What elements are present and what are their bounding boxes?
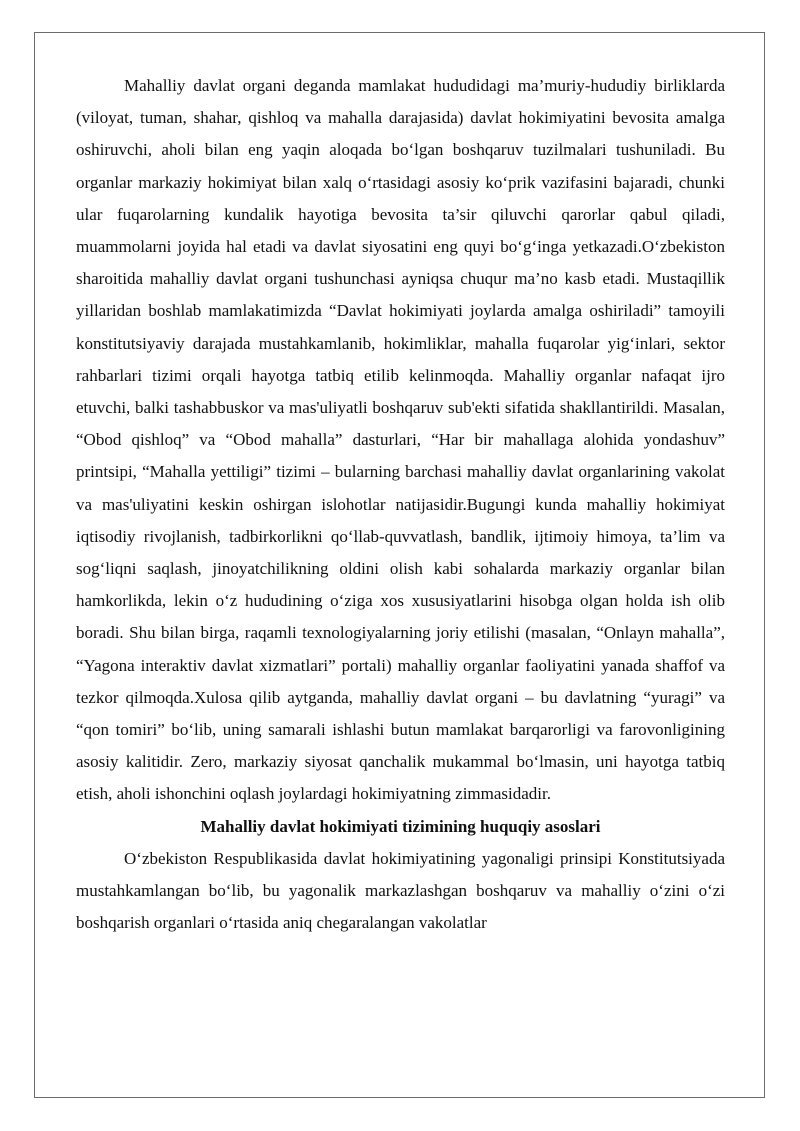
document-body	[76, 70, 725, 939]
body-paragraph-1: Mahalliy davlat organi deganda mamlakat hududidagi ma’muriy-hududiy birliklarda (viloyat, tuman, shahar, qishloq va mahalla darajasida) davlat hokimiyatini bevosita amalga oshiruvchi, aholi bilan eng yaqin aloqada bo‘lgan boshqaruv tuzilmalari tushuniladi. Bu organlar markaziy hokimiyat bilan xalq o‘rtasidagi asosiy ko‘prik vazifasini bajaradi, chunki ular fuqarolarning kundalik hayotiga bevosita ta’sir qiluvchi qarorlar qabul qiladi, muammolarni joyida hal etadi va davlat siyosatini eng quyi bo‘g‘inga yetkazadi.O‘zbekiston sharoitida mahalliy davlat organi tushunchasi ayniqsa chuqur ma’no kasb etadi. Mustaqillik yillaridan boshlab mamlakatimizda “Davlat hokimiyati joylarda amalga oshiriladi” tamoyili konstitutsiyaviy darajada mustahkamlanib, hokimliklar, mahalla fuqarolar yig‘inlari, sektor rahbarlari tizimi orqali hayotga tatbiq etilib kelinmoqda. Mahalliy organlar nafaqat ijro etuvchi, balki tashabbuskor va mas'uliyatli boshqaruv sub'ekti sifatida shakllantirildi. Masalan, “Obod qishloq” va “Obod mahalla” dasturlari, “Har bir mahallaga alohida yondashuv” printsipi, “Mahalla yettiligi” tizimi – bularning barchasi mahalliy davlat organlarining vakolat va mas'uliyatini keskin oshirgan islohotlar natijasidir.Bugungi kunda mahalliy hokimiyat iqtisodiy rivojlanish, tadbirkorlikni qo‘llab-quvvatlash, bandlik, ijtimoiy himoya, ta’lim va sog‘liqni saqlash, jinoyatchilikning oldini olish kabi sohalarda markaziy organlar bilan hamkorlikda, lekin o‘z hududining o‘ziga xos xususiyatlarini hisobga olgan holda ish olib boradi. Shu bilan birga, raqamli texnologiyalarning joriy etilishi (masalan, “Onlayn mahalla”, “Yagona interaktiv davlat xizmatlari” portali) mahalliy organlar faoliyatini yanada shaffof va tezkor qilmoqda.Xulosa qilib aytganda, mahalliy davlat organi – bu davlatning “yuragi” va “qon tomiri” bo‘lib, uning samarali ishlashi butun mamlakat barqarorligi va farovonligining asosiy kalitidir. Zero, markaziy siyosat qanchalik mukammal bo‘lmasin, uni hayotga tatbiq etish, aholi ishonchini oqlash joylardagi hokimiyatning zimmasidadir.	[76, 76, 725, 804]
body-paragraph-2: O‘zbekiston Respublikasida davlat hokimiyatining yagonaligi prinsipi Konstitutsiyada mustahkamlangan bo‘lib, bu yagonalik markazlashgan boshqaruv va mahalliy o‘zini o‘zi boshqarish organlari o‘rtasida aniq chegaralangan vakolatlar	[76, 848, 725, 933]
section-heading: Mahalliy davlat hokimiyati tizimining huquqiy asoslari	[200, 816, 601, 836]
